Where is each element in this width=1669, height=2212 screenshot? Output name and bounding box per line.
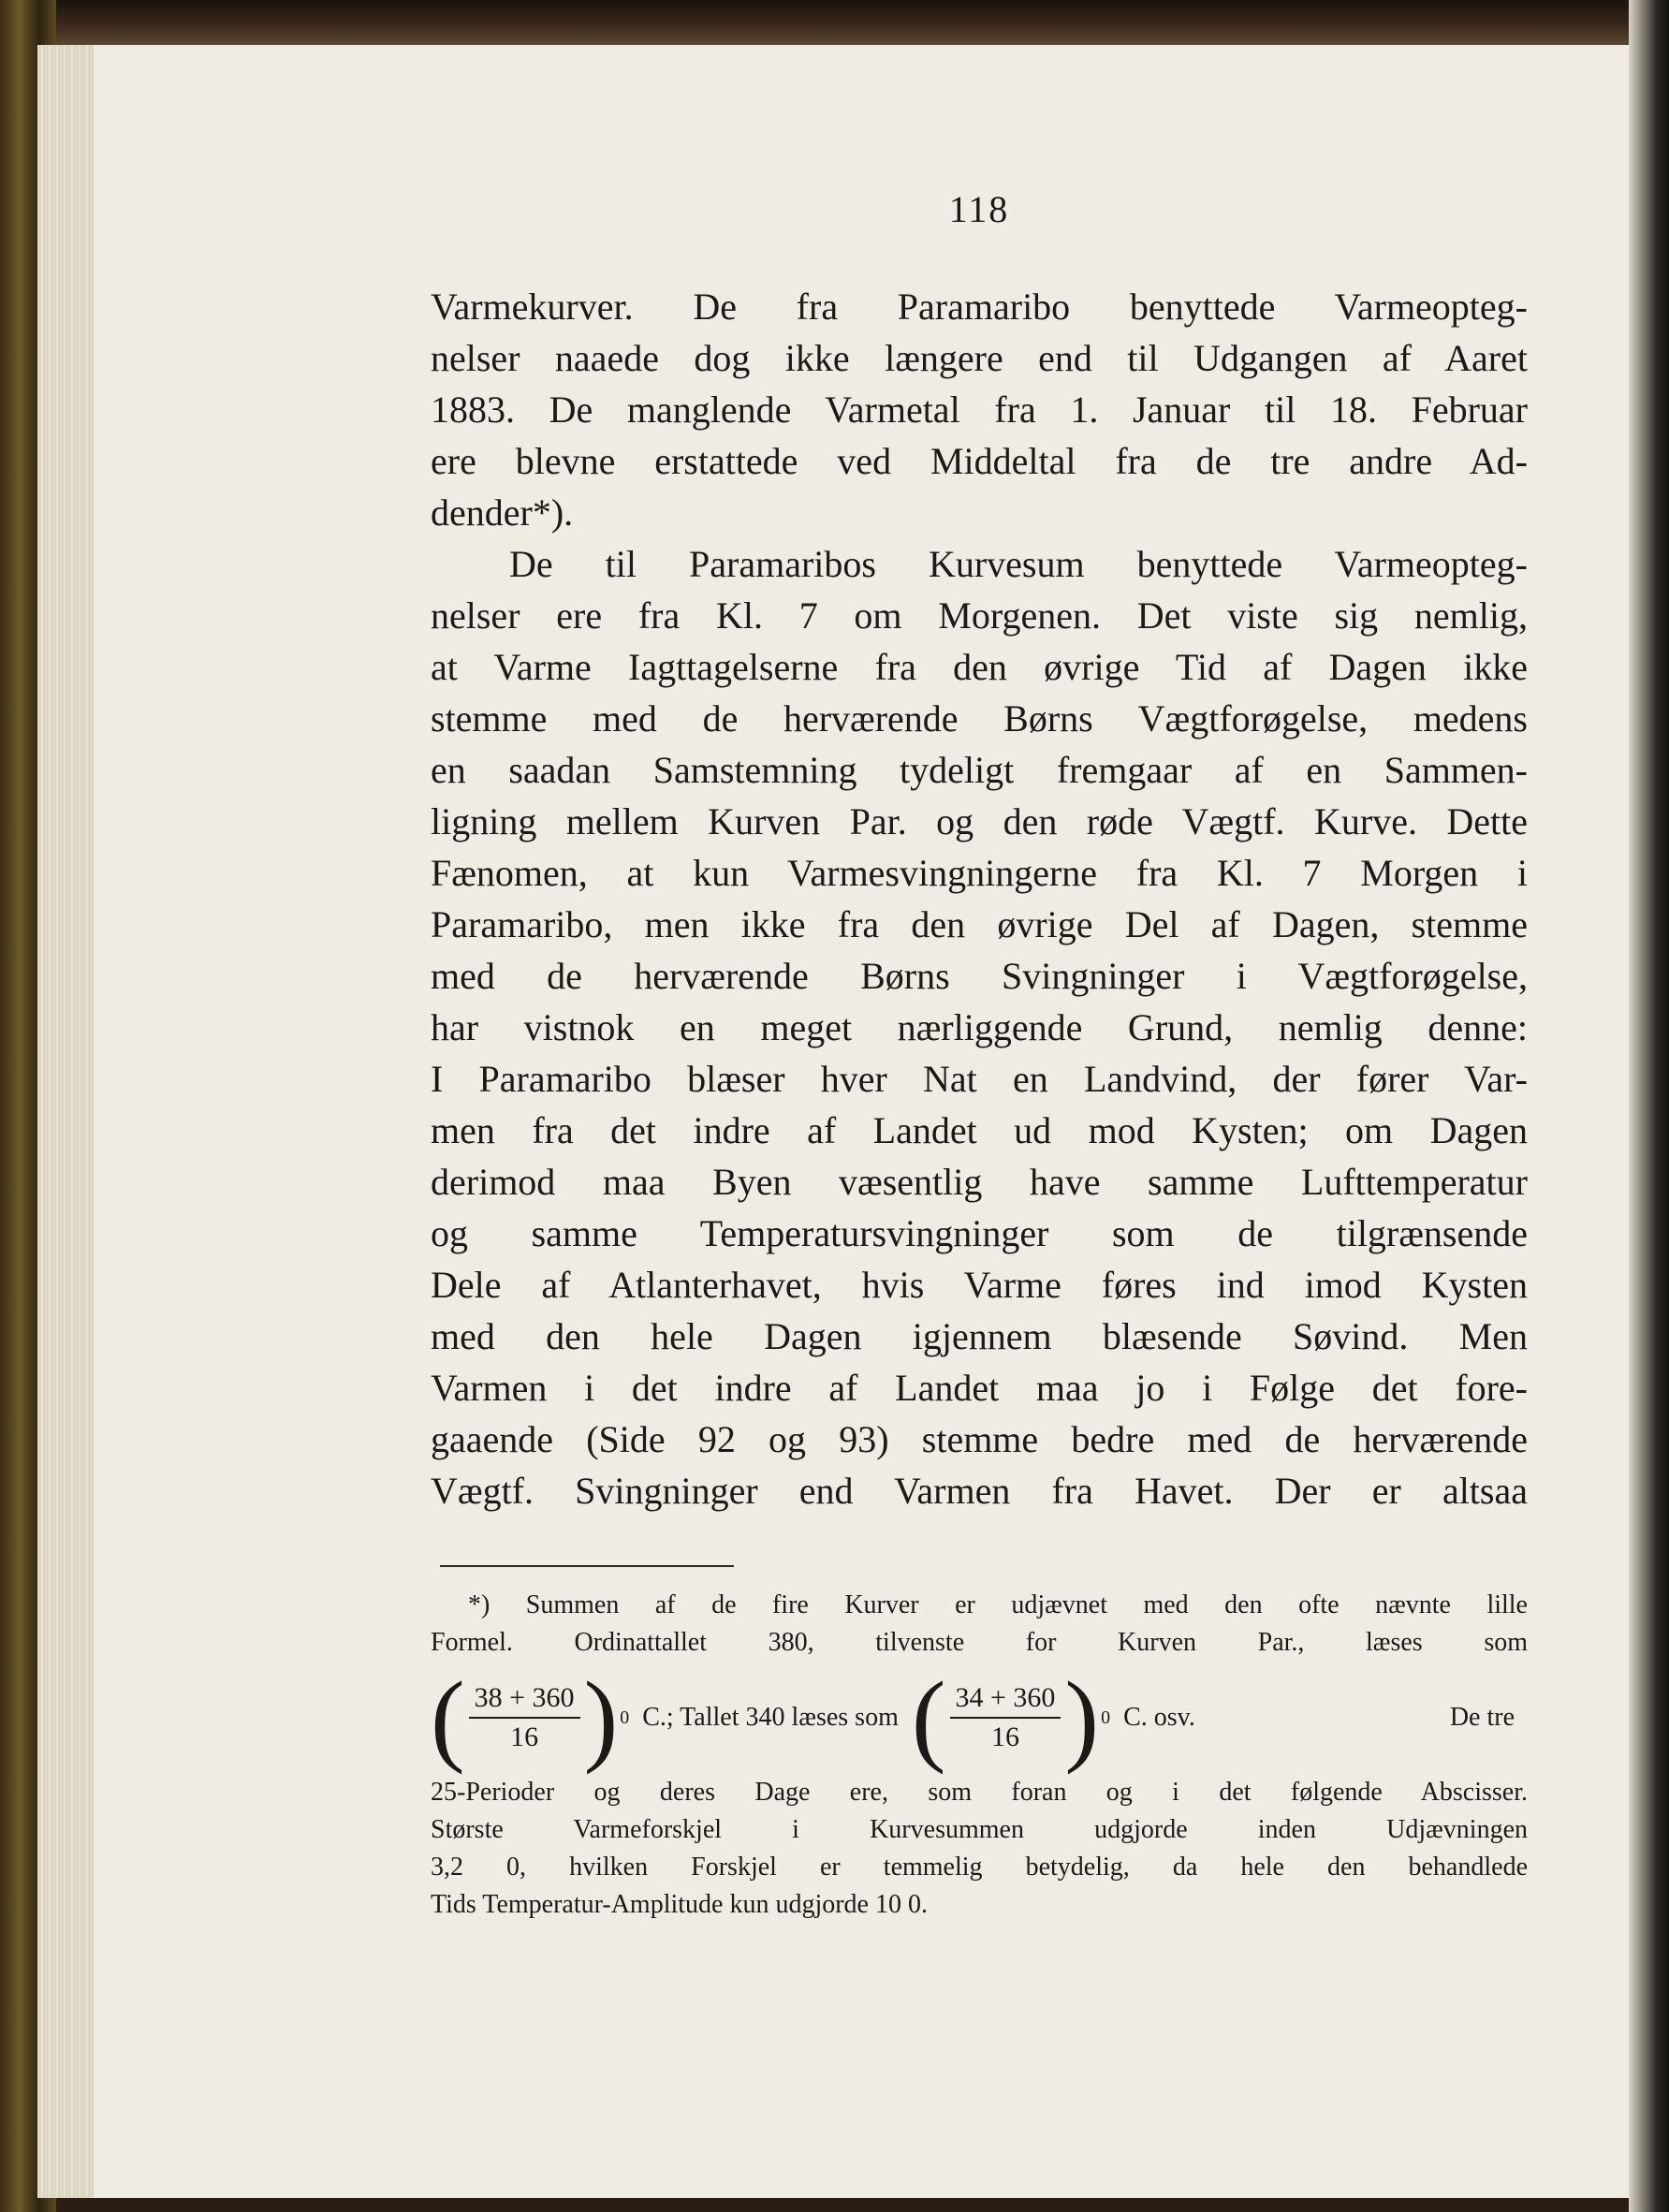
- text-line: nelser ere fra Kl. 7 om Morgenen. Det viste sig nemlig,: [431, 594, 1528, 637]
- text-line: en saadan Samstemning tydeligt fremgaar af en Sammen-: [431, 749, 1528, 791]
- text-line: Varmen i det indre af Landet maa jo i Følge det fore-: [431, 1367, 1528, 1409]
- book-cover-top: [0, 0, 1669, 45]
- footnote-line: Tids Temperatur-Amplitude kun udgjorde 10 0.: [431, 1890, 928, 1919]
- formula-text: C.; Tallet 340 læses som: [642, 1703, 899, 1732]
- denominator: 16: [990, 1721, 1019, 1752]
- right-paren: ): [1064, 1661, 1100, 1775]
- text-line: men fra det indre af Landet ud mod Kysten; om Dagen: [431, 1109, 1528, 1151]
- formula-text: De tre: [1449, 1703, 1515, 1732]
- page-number: 118: [948, 188, 1010, 230]
- fraction: [950, 1679, 1061, 1756]
- text-line: Dele af Atlanterhavet, hvis Varme føres ind imod Kysten: [431, 1264, 1528, 1306]
- degree-mark: 0: [1101, 1707, 1111, 1728]
- text-line: Fænomen, at kun Varmesvingningerne fra Kl. 7 Morgen i: [431, 852, 1528, 894]
- text-line: og samme Temperatursvingninger som de tilgrænsende: [431, 1212, 1528, 1254]
- text-line: at Varme Iagttagelserne fra den øvrige Tid af Dagen ikke: [431, 646, 1528, 688]
- footnote-line: *) Summen af de fire Kurver er udjævnet med den ofte nævnte lille: [468, 1590, 1528, 1619]
- footnote-line: 3,2 0, hvilken Forskjel er temmelig betydelig, da hele den behandlede: [431, 1853, 1528, 1882]
- degree-mark: 0: [620, 1707, 630, 1728]
- right-paren: ): [583, 1661, 619, 1775]
- text-line: 1883. De manglende Varmetal fra 1. Januar til 18. Februar: [431, 388, 1528, 431]
- footnote: [431, 1587, 1528, 1924]
- numerator: 34 + 360: [950, 1679, 1061, 1719]
- book-gutter: [1629, 0, 1669, 2212]
- footnote-rule: [440, 1565, 734, 1567]
- text-line: dender*).: [431, 491, 574, 534]
- text-line: med de herværende Børns Svingninger i Vægtforøgelse,: [431, 955, 1528, 997]
- footnote-line: 25-Perioder og deres Dage ere, som foran og i det følgende Abscisser.: [431, 1778, 1528, 1807]
- text-line: De til Paramaribos Kurvesum benyttede Varmeopteg-: [509, 543, 1528, 585]
- fraction-group-2: [911, 1661, 1111, 1775]
- text-line: nelser naaede dog ikke længere end til Udgangen af Aaret: [431, 337, 1528, 379]
- body-text: [431, 281, 1528, 1516]
- text-line: Varmekurver. De fra Paramaribo benyttede Varmeopteg-: [431, 286, 1528, 328]
- text-line: Vægtf. Svingninger end Varmen fra Havet. Der er altsaa: [431, 1470, 1528, 1512]
- footnote-line: Største Varmeforskjel i Kurvesummen udgjorde inden Udjævningen: [431, 1815, 1528, 1844]
- text-line: med den hele Dagen igjennem blæsende Søvind. Men: [431, 1315, 1528, 1357]
- left-paren: (: [431, 1661, 465, 1775]
- numerator: 38 + 360: [469, 1679, 580, 1719]
- text-line: stemme med de herværende Børns Vægtforøgelse, medens: [431, 697, 1528, 740]
- footnote-formula: [431, 1662, 1528, 1774]
- fraction: [469, 1679, 580, 1756]
- page-edges: [37, 45, 95, 2198]
- footnote-line: Formel. Ordinattallet 380, tilvenste for Kurven Par., læses som: [431, 1628, 1528, 1657]
- text-line: ligning mellem Kurven Par. og den røde Vægtf. Kurve. Dette: [431, 800, 1528, 842]
- fraction-group-1: [431, 1661, 630, 1775]
- text-line: ere blevne erstattede ved Middeltal fra de tre andre Ad-: [431, 440, 1528, 482]
- text-line: I Paramaribo blæser hver Nat en Landvind, der fører Var-: [431, 1058, 1528, 1100]
- text-line: derimod maa Byen væsentlig have samme Lufttemperatur: [431, 1161, 1528, 1203]
- formula-text-end: [1123, 1703, 1515, 1733]
- text-line: gaaende (Side 92 og 93) stemme bedre med de herværende: [431, 1418, 1528, 1460]
- text-line: har vistnok en meget nærliggende Grund, nemlig denne:: [431, 1006, 1528, 1048]
- denominator: 16: [510, 1721, 539, 1752]
- left-paren: (: [911, 1661, 946, 1775]
- text-line: Paramaribo, men ikke fra den øvrige Del af Dagen, stemme: [431, 903, 1528, 945]
- formula-text: C. osv.: [1123, 1703, 1195, 1732]
